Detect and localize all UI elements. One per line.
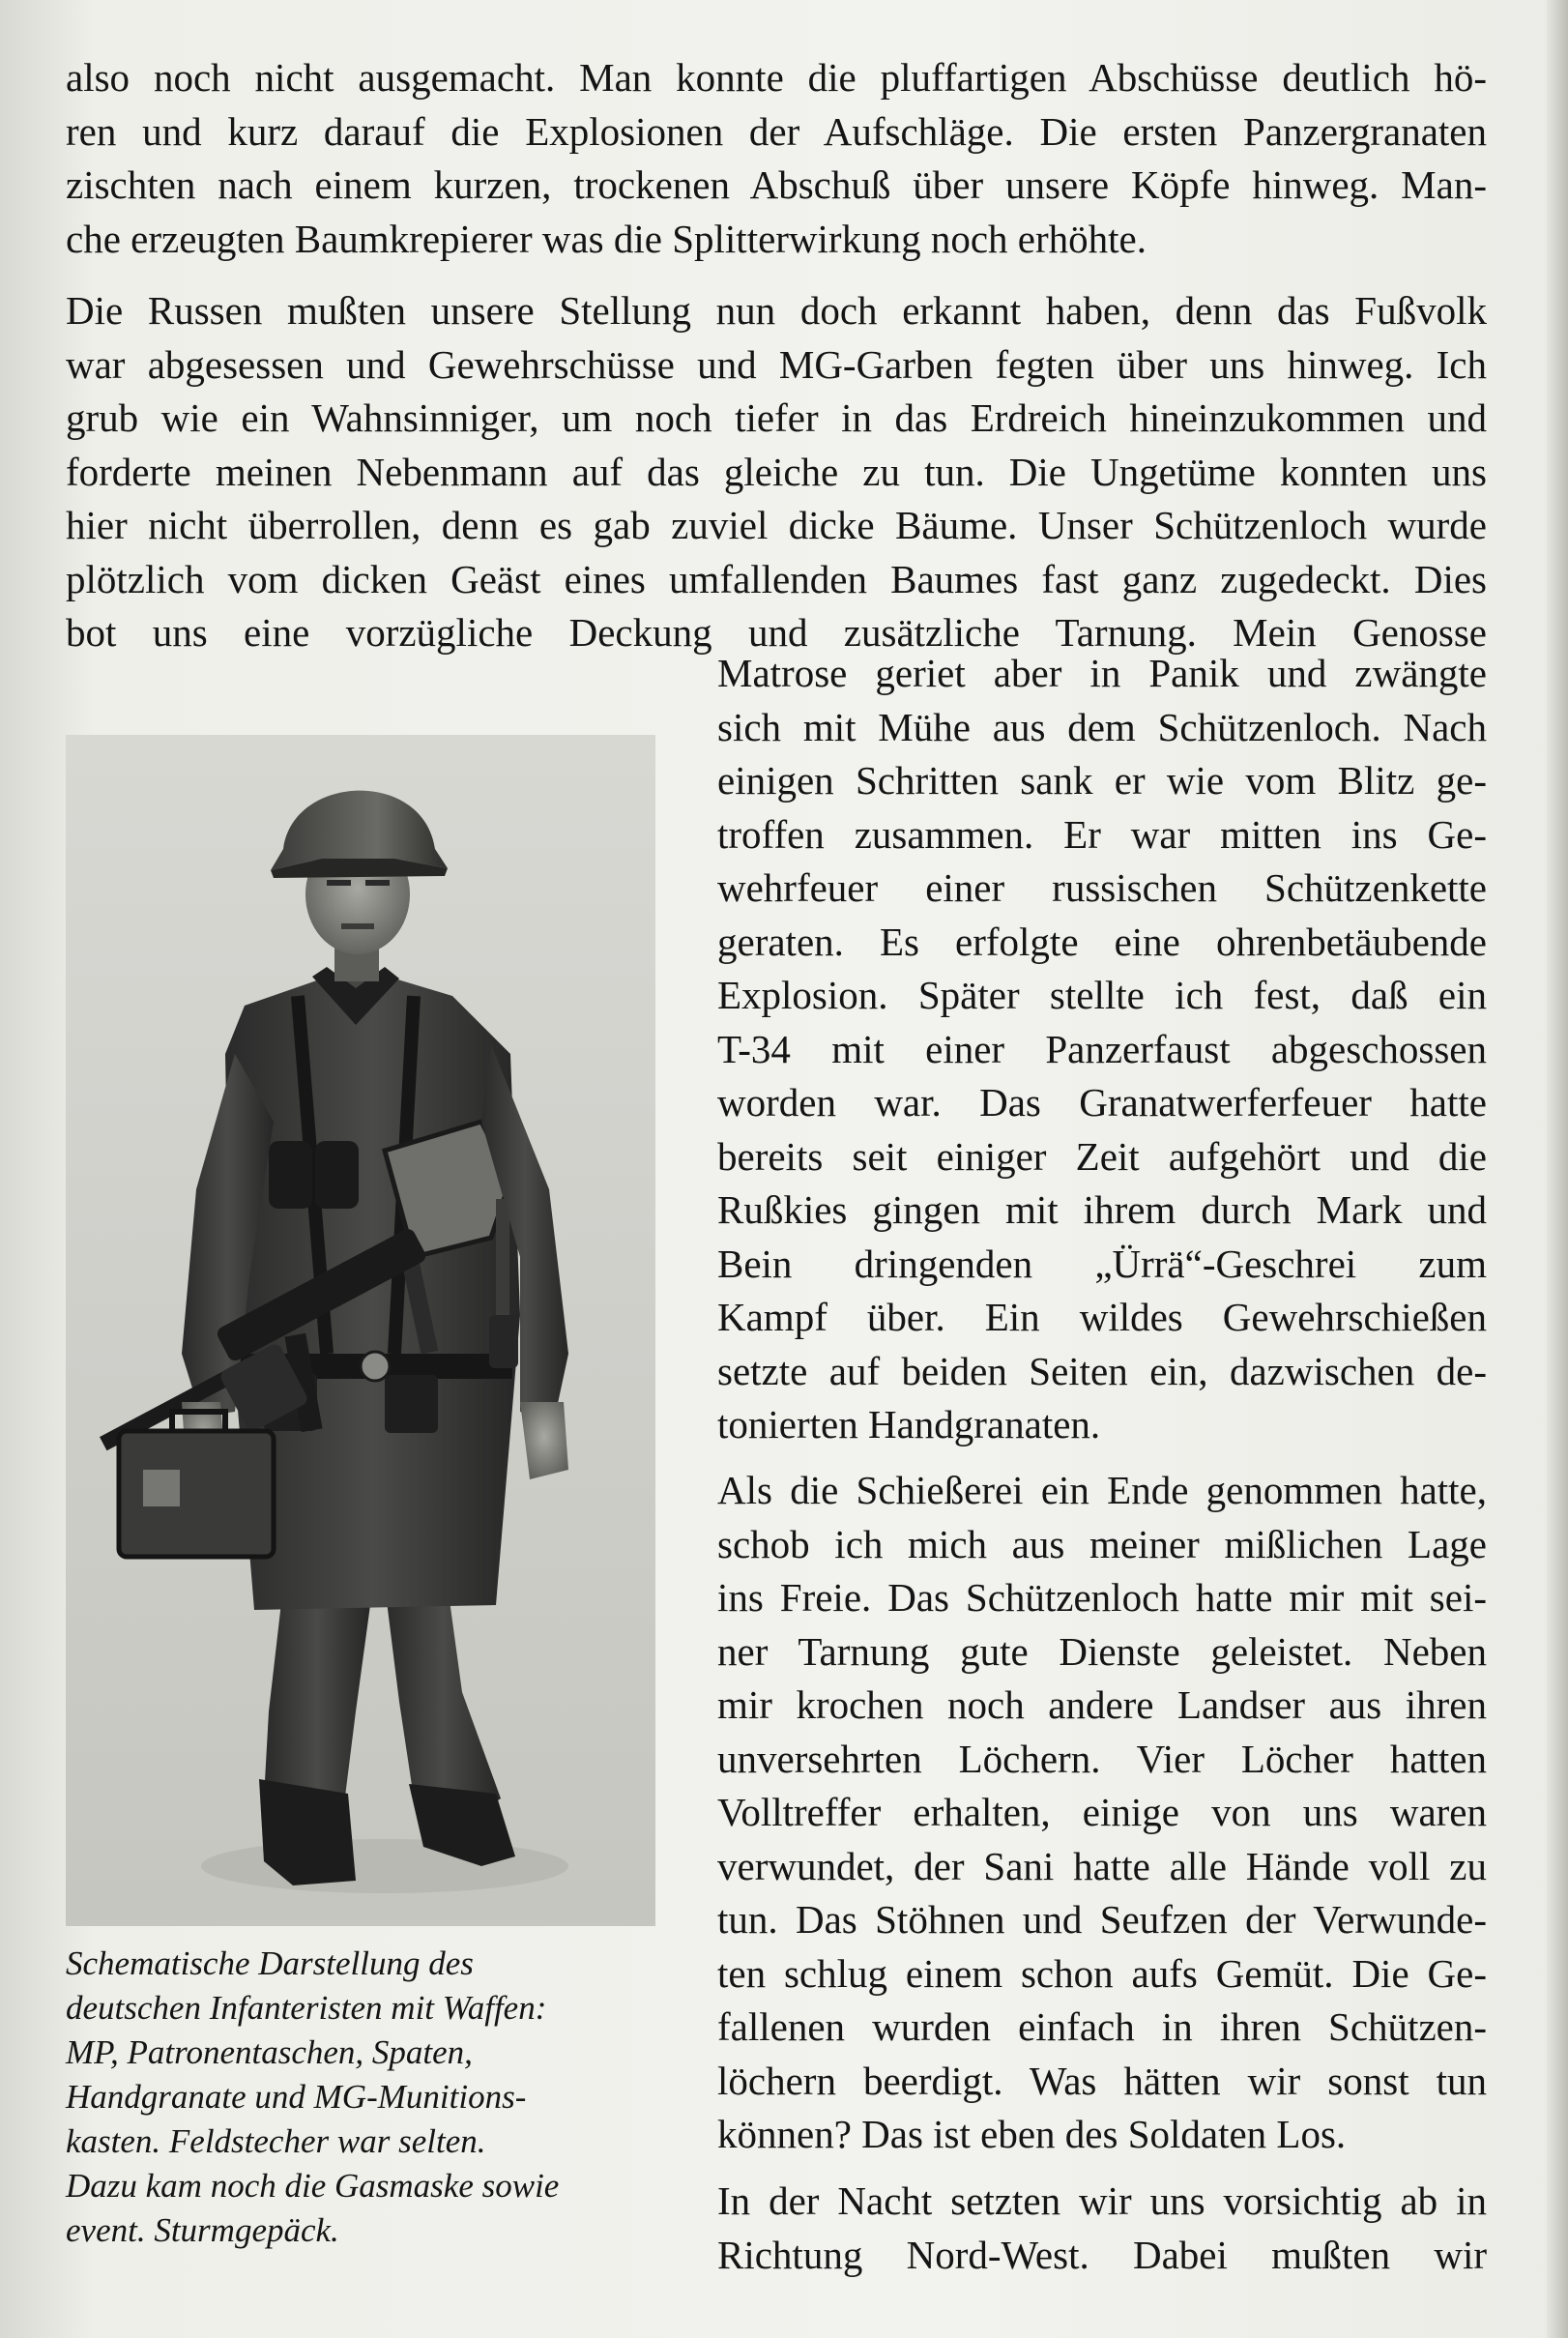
text-line: worden war. Das Granatwerferfeuer hatte <box>717 1080 1487 1125</box>
text-line: In der Nacht setzten wir uns vorsichtig ab in <box>717 2178 1487 2223</box>
text-line: che erzeugten Baumkrepierer was die Splitterwirkung noch erhöhte. <box>66 216 1147 261</box>
paragraph-3 <box>717 1464 1487 2162</box>
text-line: ins Freie. Das Schützenloch hatte mir mit sei- <box>717 1575 1487 1620</box>
text-line: können? Das ist eben des Soldaten Los. <box>717 2112 1347 2156</box>
text-line: wehrfeuer einer russischen Schützenkette <box>717 865 1487 910</box>
caption-line: event. Sturmgepäck. <box>66 2211 339 2249</box>
caption-line: Schematische Darstellung des <box>66 1944 474 1982</box>
text-line: forderte meinen Nebenmann auf das gleiche zu tun. Die Ungetüme konnten uns <box>66 449 1487 494</box>
text-line: Rußkies gingen mit ihrem durch Mark und <box>717 1187 1487 1232</box>
figure-caption <box>66 1942 684 2253</box>
text-line: ten schlug einem schon aufs Gemüt. Die Ge- <box>717 1950 1487 1996</box>
text-line: Bein dringenden „Ürrä“-Geschrei zum <box>717 1241 1487 1286</box>
page-gutter-shadow <box>1547 0 1568 2338</box>
text-line: einigen Schritten sank er wie vom Blitz ge- <box>717 758 1487 803</box>
text-line: war abgesessen und Gewehrschüsse und MG-Garben fegten über uns hinweg. Ich <box>66 341 1487 387</box>
paragraph-2 <box>66 284 1487 660</box>
text-line: bereits seit einiger Zeit aufgehört und die <box>717 1133 1487 1179</box>
infantry-soldier-icon <box>66 735 655 1926</box>
text-line: sich mit Mühe aus dem Schützenloch. Nach <box>717 704 1487 749</box>
paragraph-2-continued <box>717 647 1487 1452</box>
caption-line: Handgranate und MG-Munitions- <box>66 2078 527 2116</box>
text-line: hier nicht überrollen, denn es gab zuviel dicke Bäume. Unser Schützenloch wurde <box>66 503 1487 547</box>
text-line: fallenen wurden einfach in ihren Schützen- <box>717 2004 1487 2049</box>
text-line: also noch nicht ausgemacht. Man konnte die pluffartigen Abschüsse deutlich hö- <box>66 55 1487 100</box>
text-line: Volltreffer erhalten, einige von uns waren <box>717 1790 1487 1834</box>
caption-line: Dazu kam noch die Gasmaske sowie <box>66 2167 560 2205</box>
text-line: verwundet, der Sani hatte alle Hände voll zu <box>717 1843 1487 1888</box>
text-line: grub wie ein Wahnsinniger, um noch tiefer in das Erdreich hineinzukommen und <box>66 395 1487 440</box>
text-line: Kampf über. Ein wildes Gewehrschießen <box>717 1295 1487 1339</box>
text-line: troffen zusammen. Er war mitten ins Ge- <box>717 811 1487 857</box>
paragraph-1 <box>66 51 1487 266</box>
text-line: Explosion. Später stellte ich fest, daß ein <box>717 973 1487 1017</box>
text-line: tonierten Handgranaten. <box>717 1402 1101 1447</box>
text-line: ren und kurz darauf die Explosionen der Aufschläge. Die ersten Panzergranaten <box>66 108 1487 154</box>
text-line: löchern beerdigt. Was hätten wir sonst tun <box>717 2058 1487 2103</box>
text-line: unversehrten Löchern. Vier Löcher hatten <box>717 1736 1487 1781</box>
text-line: Matrose geriet aber in Panik und zwängte <box>717 651 1487 695</box>
text-line: T-34 mit einer Panzerfaust abgeschossen <box>717 1026 1487 1071</box>
text-line: tun. Das Stöhnen und Seufzen der Verwunde- <box>717 1897 1487 1942</box>
text-line: mir krochen noch andere Landser aus ihren <box>717 1682 1487 1727</box>
caption-line: deutschen Infanteristen mit Waffen: <box>66 1989 547 2027</box>
text-line: setzte auf beiden Seiten ein, dazwischen de- <box>717 1348 1487 1393</box>
caption-line: kasten. Feldstecher war selten. <box>66 2122 486 2160</box>
text-line: schob ich mich aus meiner mißlichen Lage <box>717 1521 1487 1566</box>
text-line: plötzlich vom dicken Geäst eines umfallenden Baumes fast ganz zugedeckt. Dies <box>66 556 1487 601</box>
text-line: zischten nach einem kurzen, trockenen Abschuß über unsere Köpfe hinweg. Man- <box>66 162 1487 207</box>
text-line: Richtung Nord-West. Dabei mußten wir <box>717 2232 1487 2277</box>
text-line: bot uns eine vorzügliche Deckung und zusätzliche Tarnung. Mein Genosse <box>66 610 1487 655</box>
text-line: Die Russen mußten unsere Stellung nun doch erkannt haben, denn das Fußvolk <box>66 288 1487 333</box>
paragraph-4 <box>717 2175 1487 2282</box>
caption-line: MP, Patronentaschen, Spaten, <box>66 2033 473 2071</box>
text-line: geraten. Es erfolgte eine ohrenbetäubende <box>717 919 1487 964</box>
text-line: Als die Schießerei ein Ende genommen hatte, <box>717 1468 1487 1512</box>
text-line: ner Tarnung gute Dienste geleistet. Neben <box>717 1628 1487 1674</box>
soldier-illustration <box>66 735 655 1926</box>
